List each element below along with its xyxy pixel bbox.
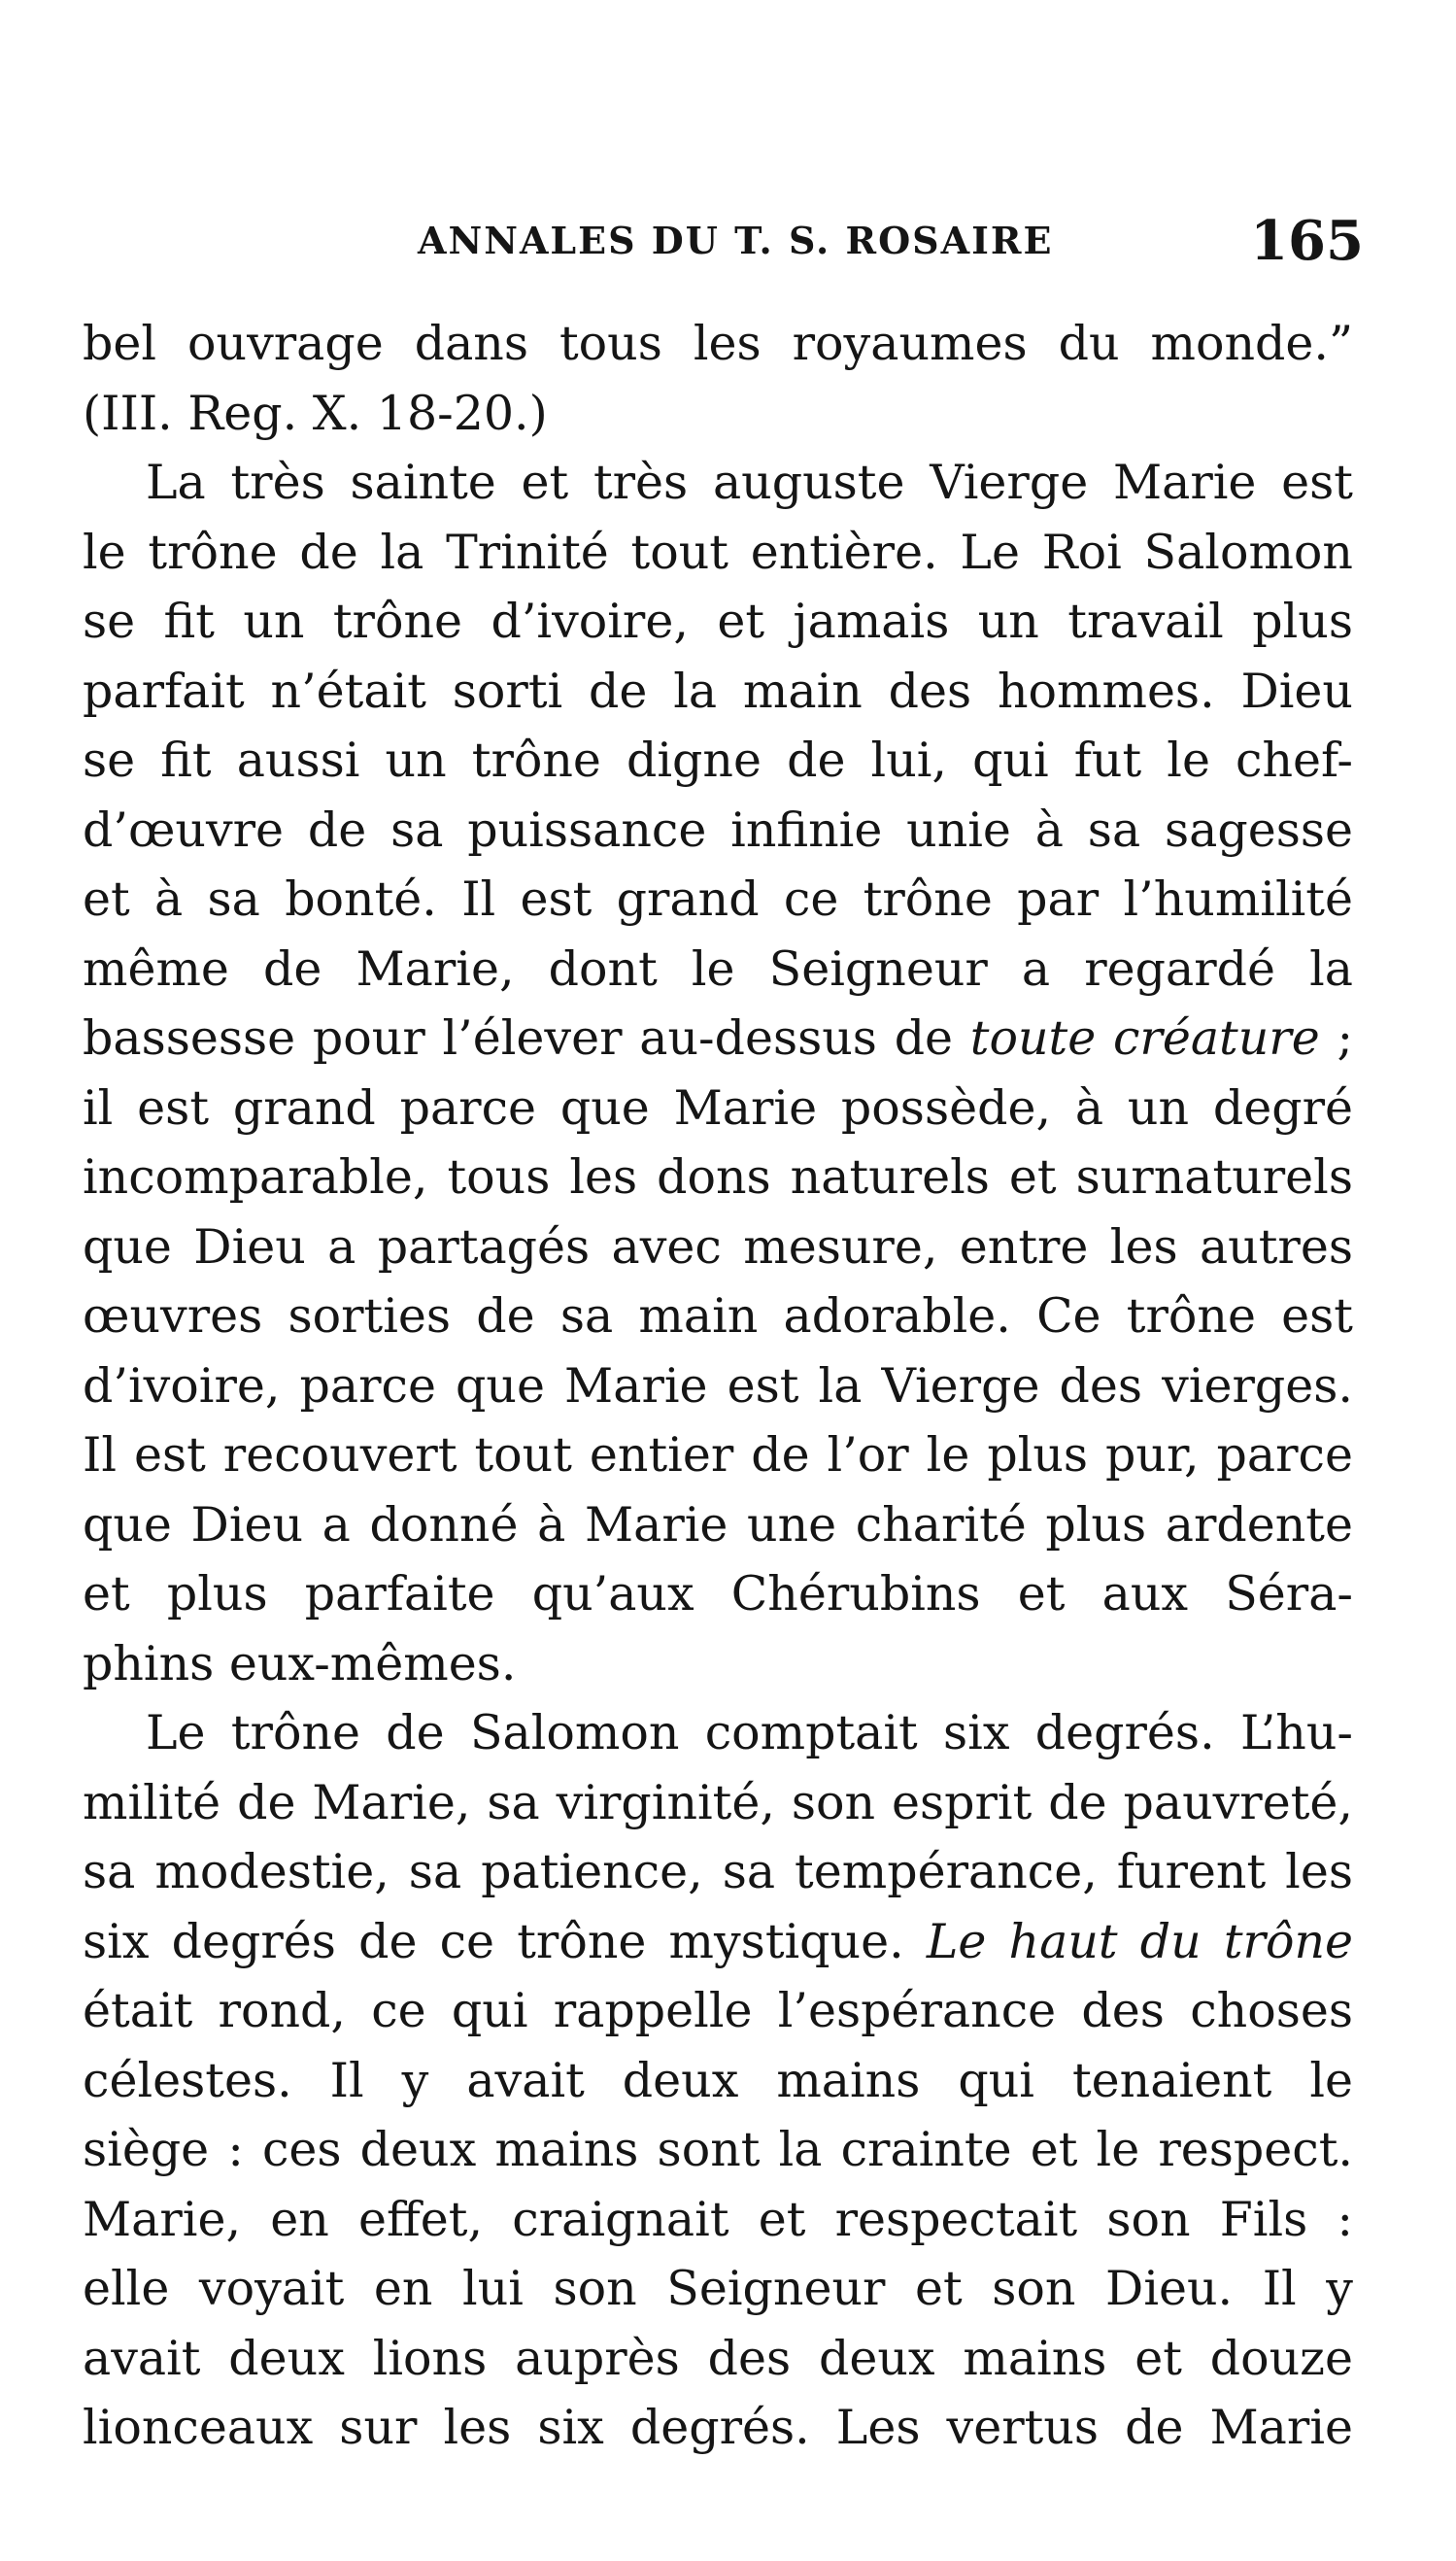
text-line: œuvres sorties de sa main adorable. Ce trône est [83,1288,1353,1344]
text-line: était rond, ce qui rappelle l’espérance des choses [83,1983,1353,2038]
text-line-with-italic: bassesse pour l’élever au-dessus de toute créature ; [83,1010,1353,1066]
text-line-with-italic: six degrés de ce trône mystique. Le haut du trône [83,1913,1353,1969]
paragraph-first-line: Le trône de Salomon comptait six degrés. L’hu- [146,1705,1353,1760]
text-line: se fit un trône d’ivoire, et jamais un travail plus [83,594,1353,649]
text-line: il est grand parce que Marie possède, à un degré [83,1079,1353,1136]
text-line: et à sa bonté. Il est grand ce trône par l’humilité [83,871,1353,927]
text-line: d’ivoire, parce que Marie est la Vierge des vierges. [83,1357,1353,1414]
page-number: 165 [1250,209,1364,273]
text-line: siège : ces deux mains sont la crainte et le respect. [83,2122,1353,2177]
text-line: (III. Reg. X. 18-20.) [83,385,548,441]
text-line: que Dieu a partagés avec mesure, entre les autres [83,1218,1353,1275]
text-line: le trône de la Trinité tout entière. Le Roi Salomon [83,524,1353,580]
running-header [0,209,1456,277]
italic-phrase: toute créature [969,1010,1320,1066]
text-line: même de Marie, dont le Seigneur a regardé la [83,940,1353,997]
text-line: lionceaux sur les six degrés. Les vertus de Marie [83,2400,1353,2455]
text-line: avait deux lions auprès des deux mains et douze [83,2330,1353,2386]
text-line: Marie, en effet, craignait et respectait son Fils : [83,2191,1353,2247]
text-line: et plus parfaite qu’aux Chérubins et aux Séra- [83,1566,1353,1622]
text-line: milité de Marie, sa virginité, son esprit de pauvreté, [83,1774,1353,1830]
text-line: se fit aussi un trône digne de lui, qui fut le chef- [83,733,1353,788]
text-line: que Dieu a donné à Marie une charité plus ardente [83,1496,1353,1553]
text-line: parfait n’était sorti de la main des hommes. Dieu [83,663,1353,719]
text-line: sa modestie, sa patience, sa tempérance, furent les [83,1844,1353,1899]
body-text [83,309,1353,2463]
text-line: bel ouvrage dans tous les royaumes du monde.” [83,316,1353,371]
text-line: d’œuvre de sa puissance infinie unie à sa sagesse [83,802,1353,858]
italic-phrase: Le haut du trône [926,1913,1353,1969]
text-line: incomparable, tous les dons naturels et surnaturels [83,1149,1353,1205]
running-title: ANNALES DU T. S. ROSAIRE [418,219,1054,262]
text-line: elle voyait en lui son Seigneur et son Dieu. Il y [83,2261,1353,2316]
paragraph-first-line: La très sainte et très auguste Vierge Marie est [146,455,1353,510]
text-line: célestes. Il y avait deux mains qui tenaient le [83,2052,1353,2108]
text-line: Il est recouvert tout entier de l’or le plus pur, parce [83,1427,1353,1483]
text-line: phins eux-mêmes. [83,1635,517,1691]
